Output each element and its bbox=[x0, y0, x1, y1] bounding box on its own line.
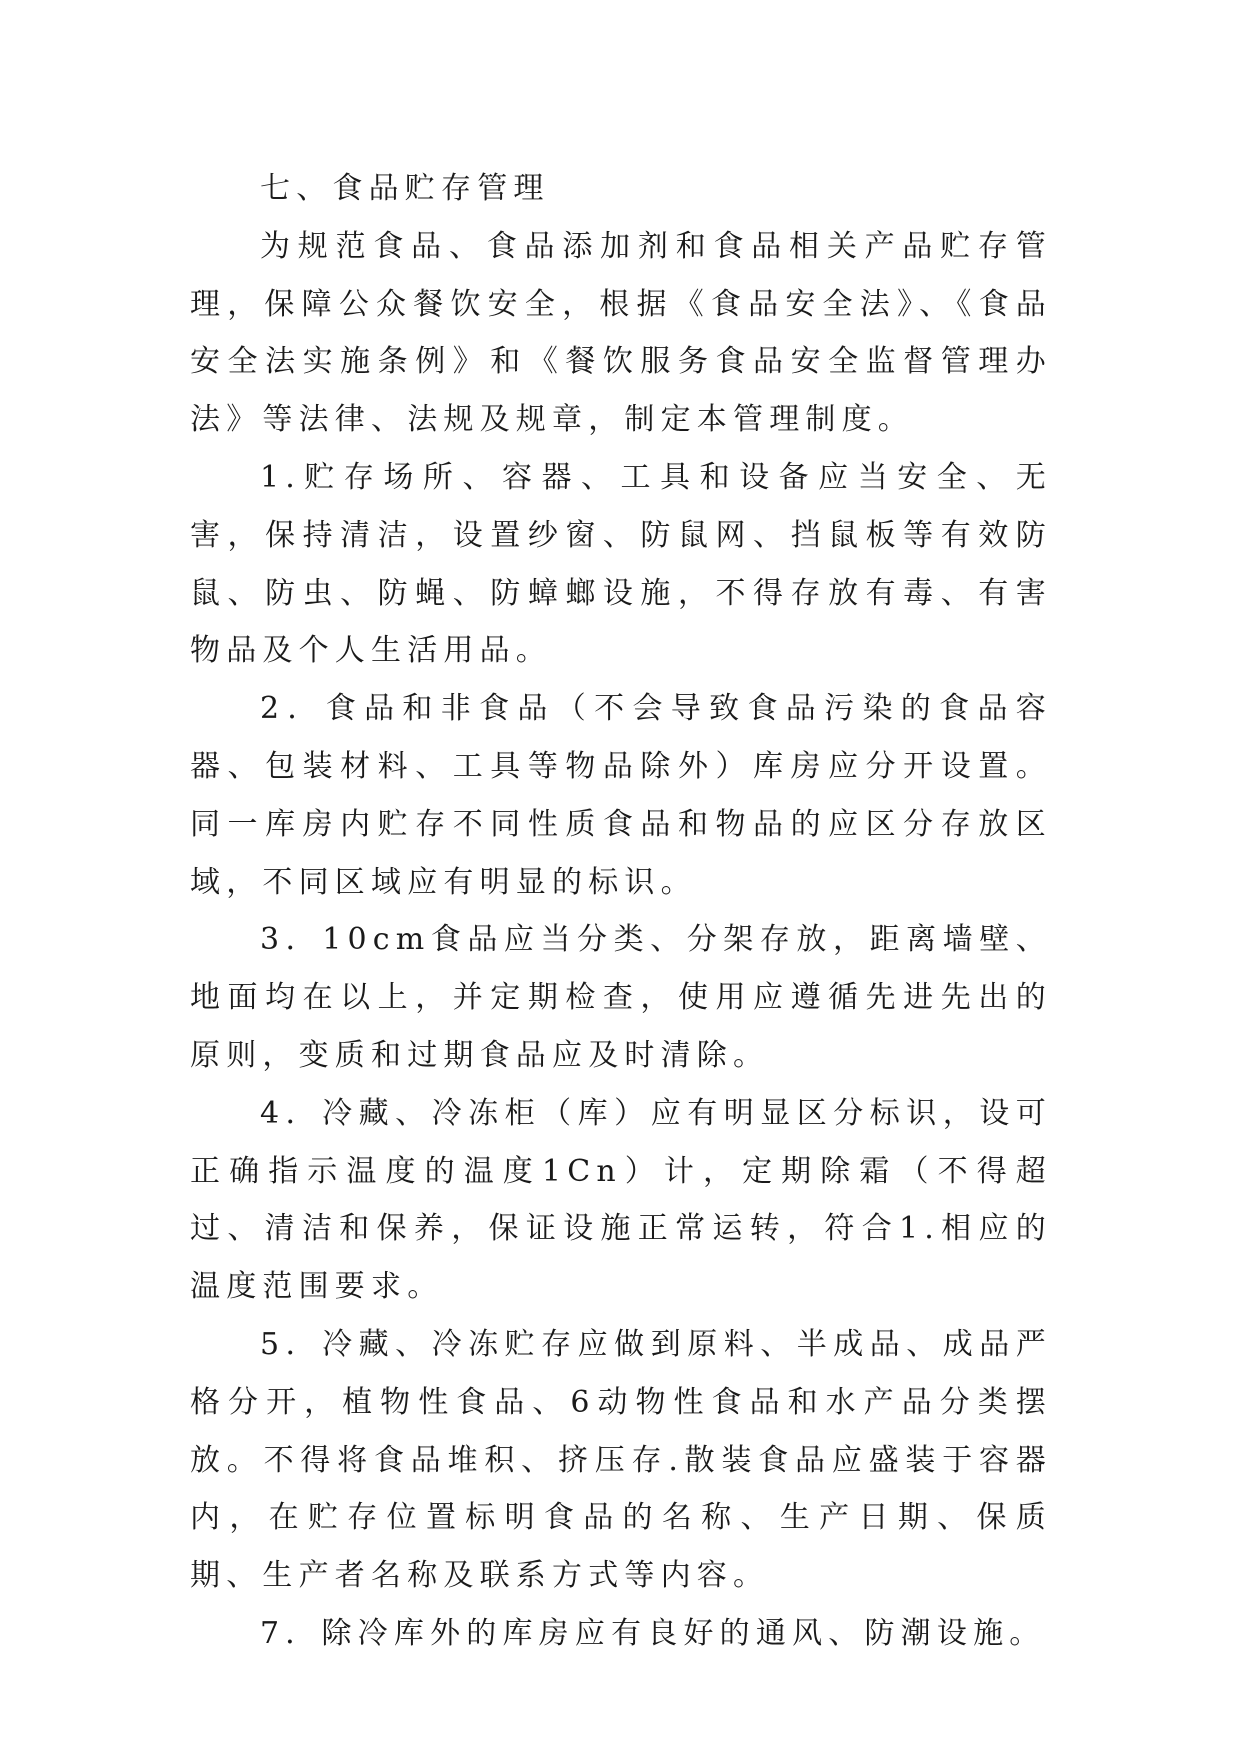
rule-paragraph-5: 5．冷藏、冷冻贮存应做到原料、半成品、成品严格分开，植物性食品、6动物性食品和水产品分类摆放。不得将食品堆积、挤压存.散装食品应盛装于容器内，在贮存位置标明食品的名称、生产日期、保质期、生产者名称及联系方式等内容。 bbox=[190, 1326, 1052, 1594]
rule-paragraph-7: 7．除冷库外的库房应有良好的通风、防潮设施。 bbox=[260, 1615, 1046, 1651]
rule-paragraph-4: 4．冷藏、冷冻柜（库）应有明显区分标识，设可正确指示温度的温度1Cn）计，定期除霜（不得超过、清洁和保养，保证设施正常运转，符合1.相应的温度范围要求。 bbox=[190, 1095, 1052, 1305]
intro-paragraph: 为规范食品、食品添加剂和食品相关产品贮存管理，保障公众餐饮安全，根据《食品安全法》、《食品安全法实施条例》和《餐饮服务食品安全监督管理办法》等法律、法规及规章，制定本管理制度。 bbox=[190, 228, 1052, 438]
rule-paragraph-2: 2．食品和非食品（不会导致食品污染的食品容器、包装材料、工具等物品除外）库房应分开设置。同一库房内贮存不同性质食品和物品的应区分存放区域，不同区域应有明显的标识。 bbox=[190, 691, 1052, 900]
section-heading: 七、食品贮存管理 bbox=[260, 171, 550, 206]
document-body bbox=[190, 160, 1052, 1663]
rule-paragraph-3: 3．10cm食品应当分类、分架存放，距离墙壁、地面均在以上，并定期检查，使用应遵循先进先出的原则，变质和过期食品应及时清除。 bbox=[190, 922, 1052, 1073]
rule-paragraph-1: 1.贮存场所、容器、工具和设备应当安全、无害，保持清洁，设置纱窗、防鼠网、挡鼠板等有效防鼠、防虫、防蝇、防蟑螂设施，不得存放有毒、有害物品及个人生活用品。 bbox=[190, 459, 1052, 669]
